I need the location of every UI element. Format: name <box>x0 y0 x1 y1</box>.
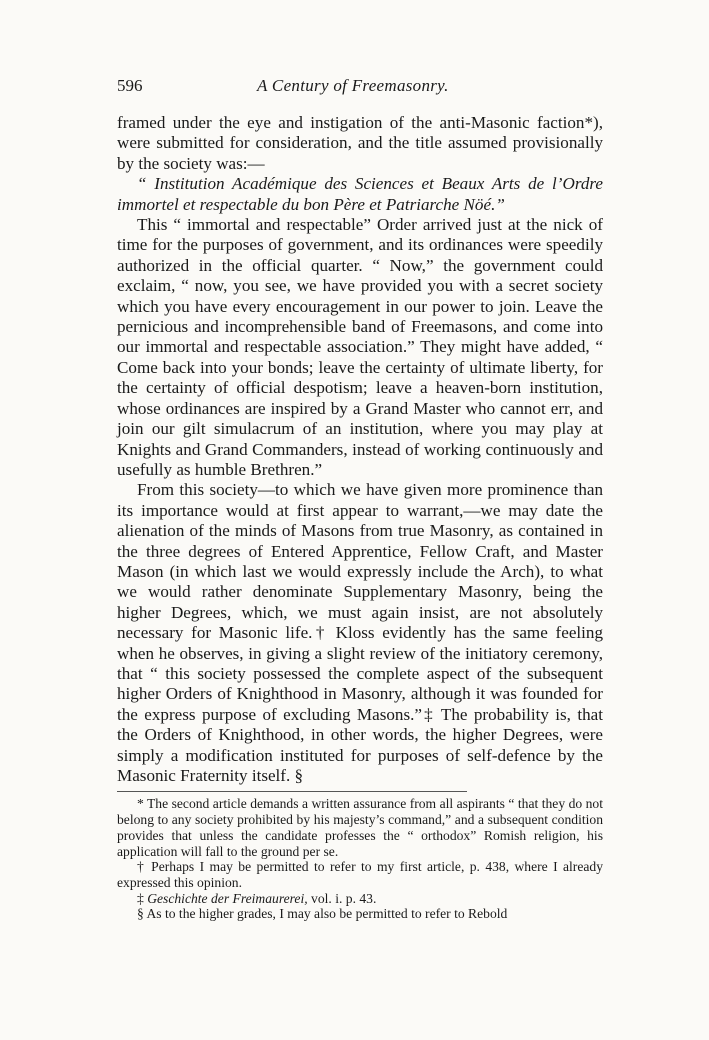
page-number: 596 <box>117 76 143 95</box>
footnote-divider <box>117 791 467 792</box>
footnote-3-rest: vol. i. p. 43. <box>311 890 377 906</box>
footnote-1: * The second article demands a written assurance from all aspirants “ that they do not belong to any society prohibited by his majesty’s command,” and a subsequent condition provides that unless the candidate professes the “ orthodox” Romish religion, his application will fall to the ground per se. <box>117 796 603 859</box>
paragraph-2-quote: “ Institution Académique des Sciences et Beaux Arts de l’Ordre immortel et respectable du bon Père et Patriarche Nöé.” <box>117 174 603 214</box>
footnote-3 <box>117 891 603 907</box>
page-header <box>117 76 603 102</box>
paragraph-4: From this society—to which we have given more prominence than its importance would at first appear to warrant,—we may date the alienation of the minds of Masons from true Masonry, as contained in the three degrees of Entered Apprentice, Fellow Craft, and Master Mason (in which last we would expressly include the Arch), to what we would rather denominate Supplementary Masonry, being the higher Degrees, which, we must again insist, are not absolutely necessary for Masonic life.† Kloss evidently has the same feeling when he observes, in giving a slight review of the initiatory ceremony, that “ this society possessed the complete aspect of the subsequent higher Orders of Knighthood in Masonry, although it was founded for the express purpose of excluding Masons.”‡ The probability is, that the Orders of Knighthood, in other words, the higher Degrees, were simply a modification instituted for purposes of self-defence by the Masonic Fraternity itself. § <box>117 480 603 785</box>
paragraph-1: framed under the eye and instigation of the anti-Masonic faction*), were submitted for consideration, and the title assumed provisionally by the society was:— <box>117 113 603 173</box>
running-title: A Century of Freemasonry. <box>257 76 449 95</box>
footnote-2: † Perhaps I may be permitted to refer to my first article, p. 438, where I already expressed this opinion. <box>117 859 603 890</box>
footnote-3-mark: ‡ <box>137 890 144 906</box>
book-page <box>117 76 603 922</box>
footnotes <box>117 796 603 922</box>
footnote-3-title: Geschichte der Freimaurerei, <box>147 890 308 906</box>
body-text <box>117 113 603 786</box>
paragraph-3: This “ immortal and respectable” Order arrived just at the nick of time for the purposes of government, and its ordinances were speedily authorized in the official quarter. “ Now,” the government could exclaim, “ now, you see, we have provided you with a secret society which you have every encouragement in our power to join. Leave the pernicious and incomprehensible band of Freemasons, and come into our immortal and respectable association.” They might have added, “ Come back into your bonds; leave the certainty of ultimate liberty, for the certainty of official despotism; leave a heaven-born institution, whose ordinances are inspired by a Grand Master who cannot err, and join our gilt simulacrum of an institution, where you may play at Knights and Grand Commanders, instead of working continuously and usefully as humble Brethren.” <box>117 215 603 479</box>
footnote-4: § As to the higher grades, I may also be permitted to refer to Rebold <box>137 906 508 922</box>
